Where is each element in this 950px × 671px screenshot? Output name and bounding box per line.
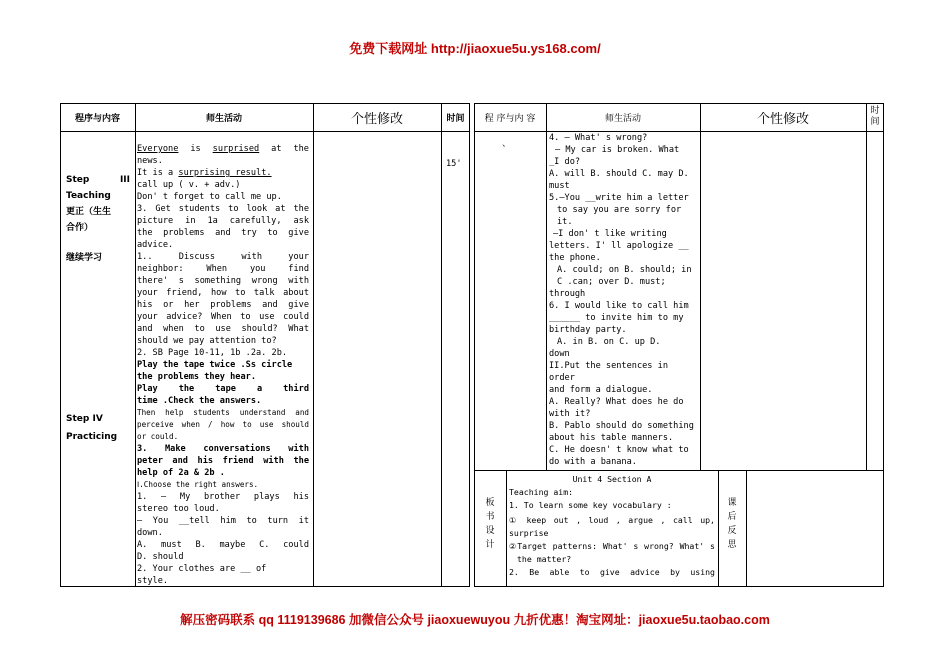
time-value: 15' [446, 159, 462, 169]
right-activity-text [549, 132, 697, 469]
activity-line: A. will B. should C. may D. [549, 169, 689, 179]
activity-line: to say you are sorry for [557, 205, 682, 215]
right-board-divider [474, 470, 884, 471]
right-header-activity: 师生活动 [604, 113, 641, 124]
activity-line: 4. — What' s wrong? [549, 133, 648, 143]
activity-line: ______ to invite him to my [549, 313, 684, 323]
activity-line: through [549, 289, 586, 299]
activity-line: Then help students understand and [137, 408, 309, 417]
activity-line: A. Really? What does he do [549, 397, 684, 407]
board-line: 2. Be able to give advice by using [509, 567, 715, 577]
step-3-continue: 继续学习 [66, 253, 103, 263]
page-header: 免费下载网址 http://jiaoxue5u.ys168.com/ [349, 41, 601, 56]
activity-line: Play the tape twice .Ss circle [137, 360, 293, 370]
step-4-subtitle: Practicing [66, 432, 118, 442]
activity-line: 1.. Discuss with your [137, 252, 309, 262]
activity-line: call up ( v. + adv.) [137, 180, 241, 190]
right-col-divider-3 [866, 103, 867, 470]
activity-line: perceive when / how to use should [137, 420, 309, 429]
activity-line: 2. Your clothes are __ of [137, 564, 267, 574]
activity-line: down [549, 349, 570, 359]
step-4-label [66, 410, 130, 446]
left-col-divider-3 [441, 103, 442, 587]
activity-line: II.Put the sentences in order [549, 361, 668, 383]
board-line: ① keep out , loud , argue , call up, [509, 515, 715, 525]
activity-line: B. Pablo should do something [549, 421, 694, 431]
activity-line: letters. I' ll apologize __ [549, 241, 689, 251]
activity-line: birthday party. [549, 325, 627, 335]
activity-line: C .can; over D. must; [557, 277, 666, 287]
activity-line: A. must B. maybe C. could [137, 540, 309, 550]
board-title: Unit 4 Section A [572, 474, 652, 484]
board-line: ②Target patterns: What' s wrong? What' s [509, 541, 715, 551]
activity-line: about his table manners. [549, 433, 674, 443]
left-header-procedure: 程序与内容 [74, 113, 120, 124]
reflection-label: 课 后 反 思 [727, 498, 737, 550]
activity-line: 1. — My brother plays his [137, 492, 309, 502]
activity-line: with it? [549, 409, 591, 419]
left-header-personal: 个性修改 [350, 111, 403, 127]
activity-line: help of 2a & 2b . [137, 468, 225, 478]
activity-line: should we pay attention to? [137, 336, 277, 346]
activity-line: style. [137, 576, 169, 585]
right-board-divider-2 [718, 470, 719, 587]
activity-line: neighbor: When you find [137, 264, 309, 274]
left-header-activity: 师生活动 [205, 113, 242, 124]
activity-line: 6. I would like to call him [549, 301, 689, 311]
step-3-subtitle: Teaching [66, 191, 111, 201]
activity-line: must [549, 181, 570, 191]
activity-line: his or her problems and give [137, 300, 309, 310]
activity-line: 3. Make conversations with [137, 444, 309, 454]
activity-line: it. [557, 217, 573, 227]
step-3-cooperation: 合作） [66, 223, 94, 233]
page-footer: 解压密码联系 qq 1119139686 加微信公众号 jiaoxuewuyou 九折优惠！淘宝网址：jiaoxue5u.taobao.com [180, 613, 770, 627]
activity-line: advice. [137, 240, 174, 250]
activity-line: Don' t forget to call me up. [137, 192, 282, 202]
activity-line: stereo too loud. [137, 504, 220, 514]
activity-line: news. [137, 156, 163, 166]
board-line: the matter? [517, 554, 572, 564]
activity-line: — You __tell him to turn it [137, 516, 309, 526]
left-col-divider-2 [313, 103, 314, 587]
right-header-time-2: 间 [870, 117, 880, 127]
board-design-text [509, 473, 715, 585]
left-header-divider [60, 131, 470, 132]
right-header-time [866, 103, 884, 131]
left-col-divider-1 [135, 103, 136, 587]
activity-line: It is a surprising result. [137, 168, 272, 178]
right-header-procedure: 程 序与内 容 [484, 113, 536, 124]
activity-line: time .Check the answers. [137, 396, 262, 406]
activity-line: down. [137, 528, 163, 538]
activity-line: and form a dialogue. [549, 385, 653, 395]
activity-line: —I don' t like writing [553, 229, 667, 239]
activity-line: 2. SB Page 10-11, 1b .2a. 2b. [137, 348, 288, 358]
right-header-personal: 个性修改 [756, 111, 809, 127]
step-3-title: Step III [66, 175, 130, 185]
activity-line: D. should [137, 552, 184, 562]
activity-line: there' s something wrong with [137, 276, 309, 286]
activity-line: A. could; on B. should; in [557, 265, 692, 275]
step-3-label [66, 172, 130, 266]
activity-line: and when to use should? What [137, 324, 309, 334]
activity-line: or could. [137, 432, 179, 441]
activity-line: your friend, how to talk about [137, 288, 309, 298]
activity-line: 3. Get students to look at the [137, 204, 309, 214]
board-design-label: 板 书 设 计 [485, 498, 495, 550]
left-header-time: 时间 [446, 113, 465, 124]
right-col-divider-2 [700, 103, 701, 470]
activity-line: the problems and try to give [137, 228, 309, 238]
board-line: 1. To learn some key vocabulary : [509, 500, 672, 510]
step-3-correction: 更正（生生 [66, 207, 112, 217]
activity-line: picture in 1a carefully, ask [137, 216, 309, 226]
step-4-title: Step IV [66, 414, 103, 424]
left-activity-text [137, 143, 309, 585]
activity-line: A. in B. on C. up D. [557, 337, 661, 347]
activity-line: _I do? [549, 157, 581, 167]
board-line: surprise [509, 528, 549, 538]
right-board-divider-1 [506, 470, 507, 587]
right-board-divider-3 [746, 470, 747, 587]
activity-line: do with a banana. [549, 457, 637, 467]
activity-line: the phone. [549, 253, 601, 263]
board-line: Teaching aim: [509, 487, 574, 497]
activity-line: Play the tape a third [137, 384, 309, 394]
activity-line [549, 468, 697, 469]
activity-line: C. He doesn' t know what to [549, 445, 689, 455]
activity-line: the problems they hear. [137, 372, 256, 382]
right-col-divider-1 [546, 103, 547, 470]
right-procedure-mark: 、 [502, 139, 512, 149]
activity-line: Everyone is surprised at the [137, 144, 309, 154]
activity-line: peter and his friend with the [137, 456, 309, 466]
activity-line: — My car is broken. What [555, 145, 680, 155]
right-header-time-1: 时 [870, 106, 880, 116]
activity-line: 5.—You __write him a letter [549, 193, 689, 203]
activity-line: Ⅰ.Choose the right answers. [137, 480, 259, 489]
activity-line: your advice? When to use could [137, 312, 309, 322]
